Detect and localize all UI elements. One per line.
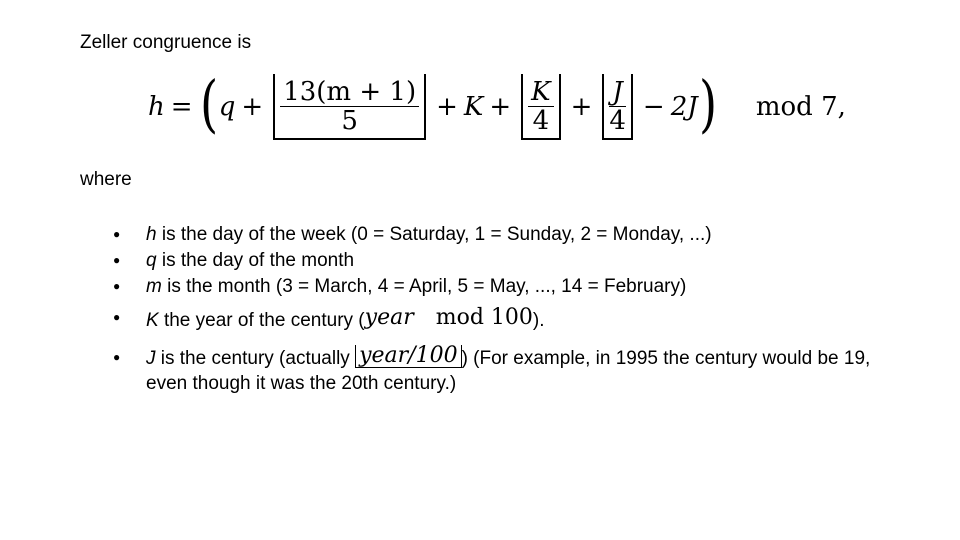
description-J-before: is the century (actually bbox=[155, 348, 356, 369]
bullet-icon: ● bbox=[113, 253, 121, 267]
description-J-continuation: even though it was the 20th century.) bbox=[146, 373, 457, 394]
year-mod-100-math bbox=[365, 305, 533, 330]
year-div-100-floor bbox=[355, 345, 461, 368]
description-K-before: the year of the century ( bbox=[158, 310, 365, 331]
fraction-2-numerator: K bbox=[531, 76, 551, 107]
formula-equals: = bbox=[170, 92, 193, 122]
formula-2J: 2J bbox=[670, 92, 698, 122]
left-paren: ( bbox=[199, 67, 218, 140]
floor-1 bbox=[273, 74, 426, 140]
formula-plus-1: + bbox=[241, 92, 264, 122]
fraction-1-denominator: 5 bbox=[341, 105, 358, 136]
formula-h: h bbox=[148, 92, 165, 122]
description-q: is the day of the month bbox=[156, 250, 355, 271]
fraction-3 bbox=[609, 78, 626, 135]
floor-2 bbox=[521, 74, 560, 140]
list-item-h bbox=[105, 222, 870, 247]
fraction-3-numerator: J bbox=[612, 76, 623, 107]
where-text: where bbox=[80, 169, 132, 190]
bullet-icon: ● bbox=[113, 350, 121, 364]
description-J-after: ) (For example, in 1995 the century would be 19, bbox=[461, 348, 871, 369]
list-item-K bbox=[105, 305, 870, 333]
formula-K: K bbox=[463, 92, 484, 122]
bullet-icon: ● bbox=[113, 227, 121, 241]
fraction-3-denominator: 4 bbox=[609, 105, 626, 136]
description-h: is the day of the week (0 = Saturday, 1 = Sunday, 2 = Monday, ...) bbox=[156, 224, 712, 245]
formula-plus-2: + bbox=[436, 92, 458, 122]
formula-plus-3: + bbox=[489, 92, 512, 122]
floor-3 bbox=[602, 74, 633, 140]
list-item-m bbox=[105, 274, 870, 299]
list-item-J bbox=[105, 345, 870, 396]
math-mod-100: mod 100 bbox=[435, 305, 533, 330]
variable-q: q bbox=[146, 250, 157, 271]
fraction-1 bbox=[280, 78, 419, 135]
variable-list bbox=[105, 222, 870, 396]
math-year-div-100: year/100 bbox=[359, 343, 458, 368]
variable-h: h bbox=[146, 224, 157, 245]
fraction-2 bbox=[528, 78, 553, 135]
intro-text: Zeller congruence is bbox=[80, 32, 252, 53]
bullet-icon: ● bbox=[113, 279, 121, 293]
zeller-formula bbox=[148, 67, 846, 144]
formula-mod: mod 7, bbox=[755, 92, 846, 122]
fraction-2-denominator: 4 bbox=[532, 105, 550, 136]
formula-minus: − bbox=[642, 92, 665, 122]
variable-J: J bbox=[146, 348, 156, 369]
formula-q: q bbox=[218, 92, 236, 122]
bullet-icon: ● bbox=[113, 310, 121, 324]
formula-plus-4: + bbox=[570, 92, 593, 122]
variable-m: m bbox=[146, 276, 162, 297]
list-item-q bbox=[105, 248, 870, 273]
description-K-after: ). bbox=[532, 310, 545, 331]
math-year: year bbox=[364, 305, 414, 330]
fraction-1-numerator: 13(m + 1) bbox=[283, 76, 417, 107]
right-paren: ) bbox=[698, 67, 717, 140]
variable-K: K bbox=[146, 310, 159, 331]
description-m: is the month (3 = March, 4 = April, 5 = May, ..., 14 = February) bbox=[161, 276, 687, 297]
